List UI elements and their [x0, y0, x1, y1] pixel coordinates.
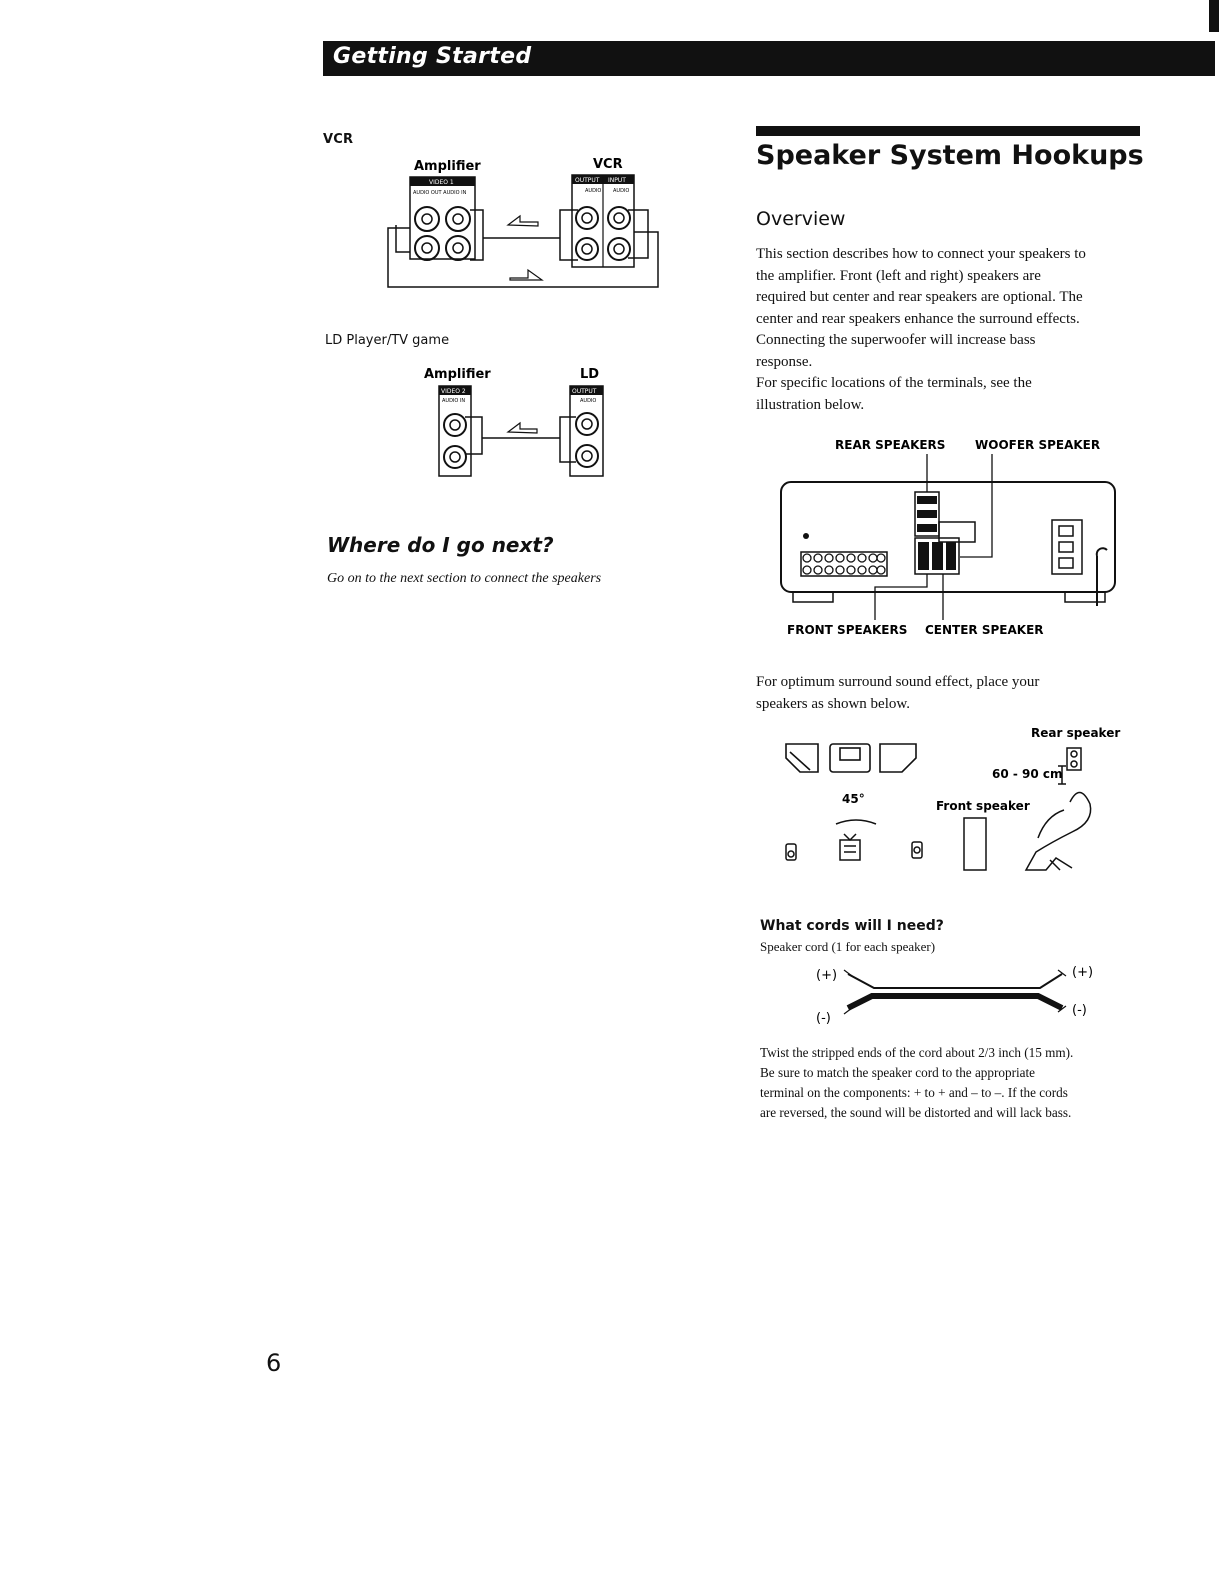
overview-line: This section describes how to connect your speakers to — [756, 246, 1086, 262]
placement-line: For optimum surround sound effect, place your — [756, 674, 1040, 690]
ld-amp-sub-label: AUDIO IN — [442, 398, 466, 404]
cord-plus-right: (+) — [1072, 965, 1094, 980]
terminal-location-diagram — [775, 432, 1125, 647]
page-number: 6 — [266, 1349, 282, 1377]
ld-connection-diagram — [420, 362, 620, 482]
front-speaker-label: Front speaker — [936, 799, 1030, 813]
ld-output-label: OUTPUT — [572, 388, 597, 395]
title-rule — [756, 126, 1140, 136]
woofer-speaker-label: WOOFER SPEAKER — [975, 438, 1101, 452]
cord-plus-left: (+) — [816, 968, 838, 983]
twist-line: Twist the stripped ends of the cord about 2/3 inch (15 mm). — [760, 1045, 1074, 1060]
where-next-text: Go on to the next section to connect the speakers — [327, 571, 602, 586]
ld-player-label: LD Player/TV game — [325, 333, 450, 348]
vcr-device-label: VCR — [593, 157, 623, 172]
rear-speaker-label: Rear speaker — [1031, 726, 1121, 740]
cords-heading: What cords will I need? — [760, 918, 944, 934]
cord-minus-right: (-) — [1072, 1003, 1087, 1018]
twist-paragraph — [760, 1043, 1150, 1123]
rear-speakers-label: REAR SPEAKERS — [835, 438, 946, 452]
ld-amp-port-label: VIDEO 2 — [441, 388, 466, 395]
distance-label: 60 - 90 cm — [992, 767, 1063, 781]
vcr-input-label: INPUT — [608, 177, 626, 184]
page-title: Speaker System Hookups — [756, 140, 1144, 171]
overview-heading: Overview — [756, 208, 846, 230]
cord-minus-left: (-) — [816, 1011, 831, 1026]
overview-line: For specific locations of the terminals, see the — [756, 375, 1032, 391]
angle-label: 45° — [842, 792, 865, 806]
vcr-amp-label: Amplifier — [414, 159, 481, 174]
placement-line: speakers as shown below. — [756, 695, 910, 712]
speaker-placement-diagram — [770, 722, 1130, 887]
overview-line: Connecting the superwoofer will increase bass — [756, 332, 1036, 348]
section-title: Getting Started — [333, 44, 532, 69]
vcr-connection-diagram — [380, 150, 670, 295]
vcr-amp-sub-label: AUDIO OUT AUDIO IN — [413, 190, 467, 196]
twist-line: are reversed, the sound will be distorted and will lack bass. — [760, 1105, 1072, 1120]
vcr-out-sub-label: AUDIO — [585, 188, 602, 194]
placement-paragraph — [756, 672, 1144, 715]
where-next-heading: Where do I go next? — [327, 533, 554, 557]
vcr-label: VCR — [323, 132, 354, 147]
page-edge-mark — [1209, 0, 1219, 32]
overview-line: center and rear speakers enhance the surround effects. — [756, 310, 1080, 327]
vcr-in-sub-label: AUDIO — [613, 188, 630, 194]
twist-line: Be sure to match the speaker cord to the appropriate — [760, 1065, 1035, 1080]
ld-device-label: LD — [580, 367, 600, 382]
overview-paragraph — [756, 244, 1144, 416]
speaker-cord-diagram — [810, 960, 1100, 1030]
overview-line: required but center and rear speakers are optional. The — [756, 289, 1083, 305]
overview-line: illustration below. — [756, 396, 865, 413]
vcr-output-label: OUTPUT — [575, 177, 600, 184]
twist-line: terminal on the components: + to + and – to –. If the cords — [760, 1085, 1068, 1100]
vcr-amp-port-label: VIDEO 1 — [429, 179, 454, 186]
overview-line: response. — [756, 353, 813, 370]
cords-subheading: Speaker cord (1 for each speaker) — [760, 939, 936, 954]
front-speakers-label: FRONT SPEAKERS — [787, 623, 908, 637]
ld-amp-label: Amplifier — [424, 367, 491, 382]
overview-line: the amplifier. Front (left and right) speakers are — [756, 267, 1041, 284]
ld-out-sub-label: AUDIO — [580, 398, 597, 404]
center-speaker-label: CENTER SPEAKER — [925, 623, 1044, 637]
